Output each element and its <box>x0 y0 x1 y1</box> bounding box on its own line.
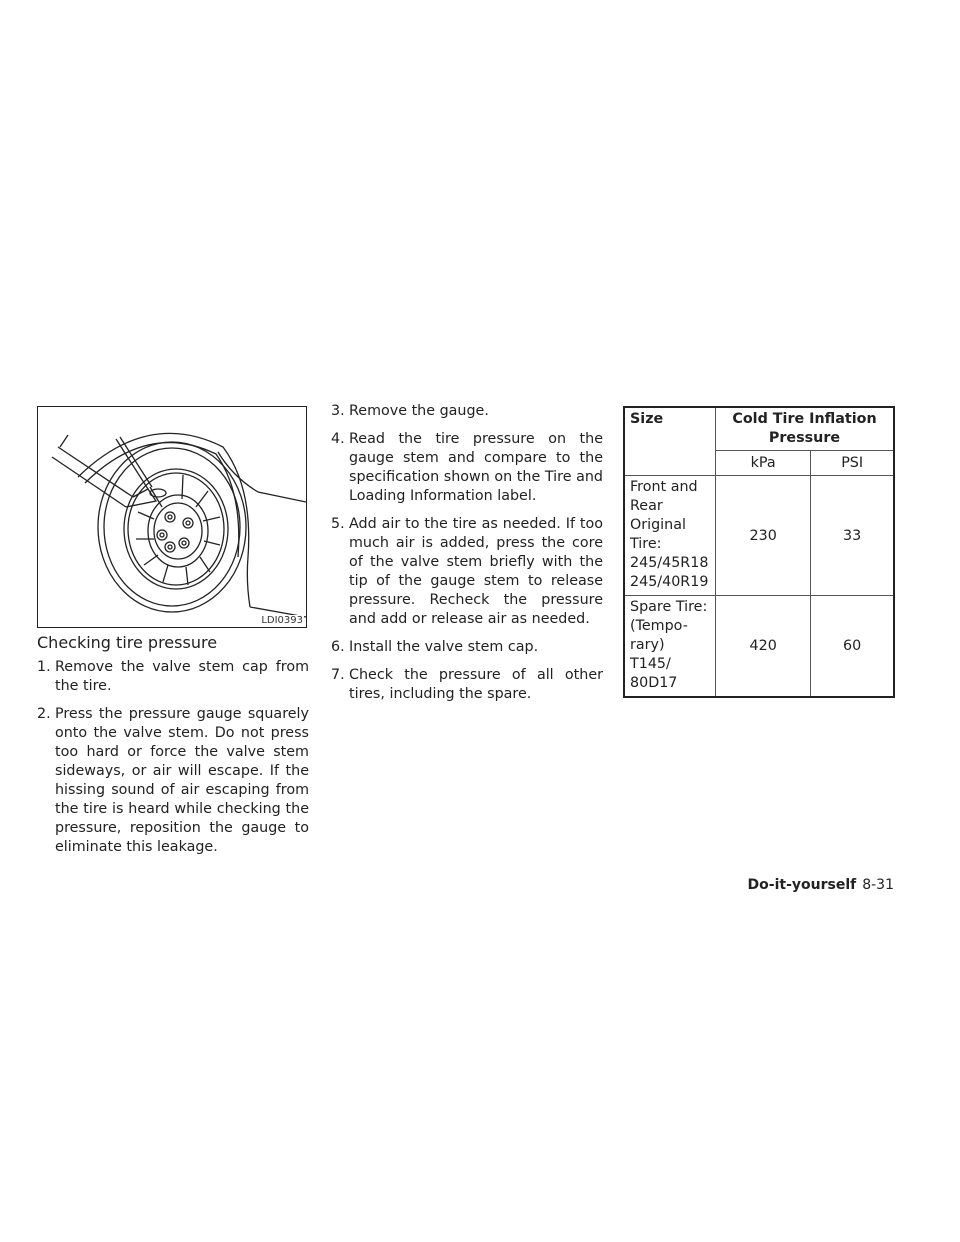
size-line: (Tempo- <box>630 618 688 634</box>
step-number: 4. <box>331 431 345 447</box>
size-cell <box>624 476 716 596</box>
step-number: 6. <box>331 639 345 655</box>
step-text: Add air to the tire as needed. If too much air is added, press the core of the valve stem briefly with the tip of the gauge stem to release pressure. Recheck the pressure and add or release air as needed. <box>349 516 603 627</box>
tire-pressure-gauge-illustration-icon <box>38 407 306 627</box>
psi-value: 33 <box>811 476 894 596</box>
size-cell <box>624 596 716 698</box>
step-5 <box>331 515 603 629</box>
step-2 <box>37 705 309 857</box>
section-title: Checking tire pressure <box>37 633 218 652</box>
step-number: 5. <box>331 516 345 532</box>
step-number: 7. <box>331 667 345 683</box>
footer-section: Do-it-yourself <box>747 877 857 893</box>
step-text: Remove the gauge. <box>349 403 489 419</box>
size-line: rary) <box>630 637 665 653</box>
size-line: 245/45R18 <box>630 555 709 571</box>
kpa-value: 230 <box>716 476 811 596</box>
page-number: 8-31 <box>862 877 894 893</box>
size-line: Spare Tire: <box>630 599 708 615</box>
page-footer <box>748 877 894 893</box>
step-number: 1. <box>37 659 51 675</box>
kpa-value: 420 <box>716 596 811 698</box>
header-pressure <box>716 407 895 451</box>
unit-kpa: kPa <box>716 451 811 476</box>
step-text: Read the tire pressure on the gauge stem and compare to the specification shown on the Tire and Loading Information label. <box>349 431 603 504</box>
tire-pressure-table <box>623 406 895 698</box>
tire-pressure-figure <box>37 406 307 628</box>
step-4 <box>331 430 603 506</box>
step-number: 3. <box>331 403 345 419</box>
step-6 <box>331 638 603 657</box>
header-size: Size <box>624 407 716 476</box>
table-header-row <box>624 407 894 451</box>
unit-psi: PSI <box>811 451 894 476</box>
table-row <box>624 596 894 698</box>
table-row <box>624 476 894 596</box>
size-line: Original <box>630 517 686 533</box>
header-pressure-line2: Pressure <box>768 430 841 446</box>
step-number: 2. <box>37 706 51 722</box>
size-line: Front and <box>630 479 698 495</box>
step-1 <box>37 658 309 696</box>
step-text: Check the pressure of all other tires, including the spare. <box>349 667 603 702</box>
step-3 <box>331 402 603 421</box>
size-line: 245/40R19 <box>630 574 709 590</box>
steps-column-1 <box>37 658 309 866</box>
size-line: Tire: <box>630 536 662 552</box>
step-text: Install the valve stem cap. <box>349 639 539 655</box>
step-text: Press the pressure gauge squarely onto the valve stem. Do not press too hard or force the valve stem sideways, or air will escape. If the hissing sound of air escaping from the tire is heard while checking the pressure, reposition the gauge to eliminate this leakage. <box>55 706 309 855</box>
step-7 <box>331 666 603 704</box>
size-line: Rear <box>630 498 663 514</box>
steps-column-2 <box>331 402 603 713</box>
header-pressure-line1: Cold Tire Inflation <box>732 411 877 427</box>
size-line: 80D17 <box>630 675 678 691</box>
step-text: Remove the valve stem cap from the tire. <box>55 659 309 694</box>
figure-code: LDI0393 <box>261 615 303 626</box>
psi-value: 60 <box>811 596 894 698</box>
size-line: T145/ <box>630 656 671 672</box>
